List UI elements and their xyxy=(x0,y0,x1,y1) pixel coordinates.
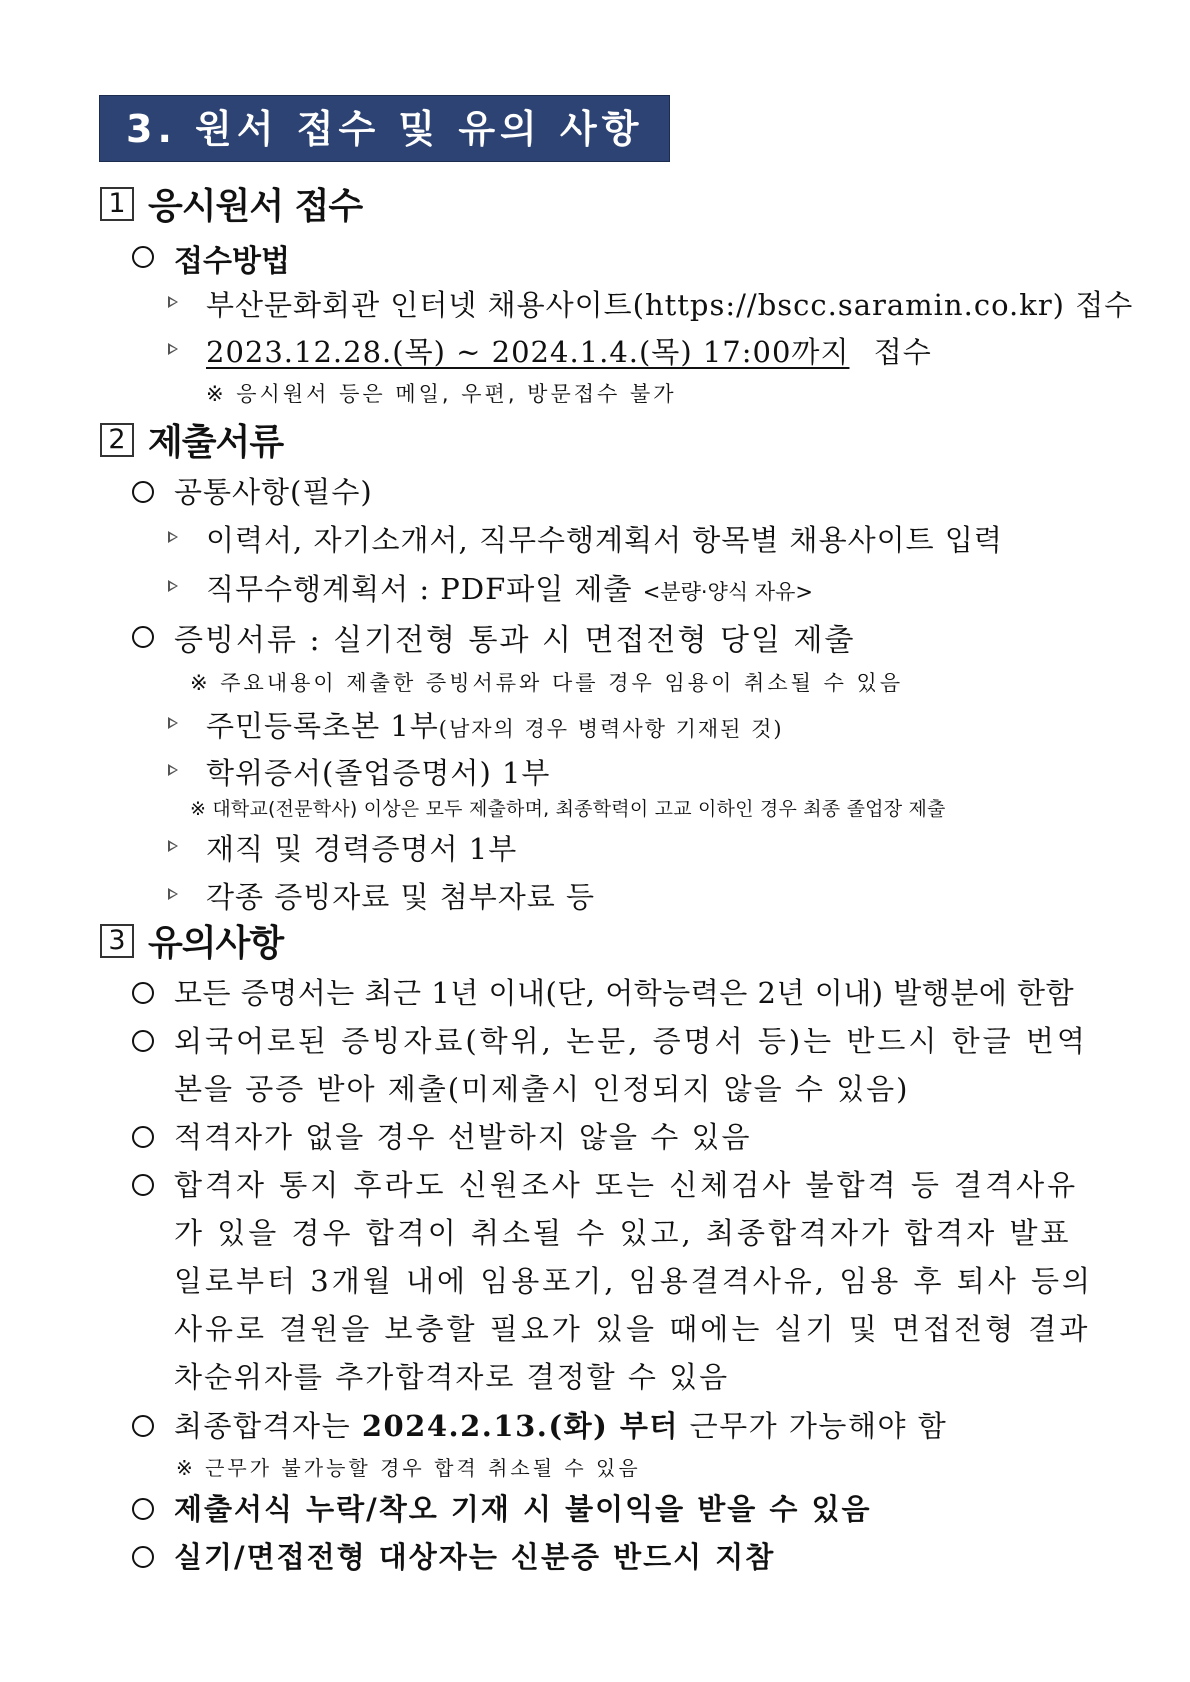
notice-item-4-line-5: 차순위자를 추가합격자로 결정할 수 있음 xyxy=(174,1360,730,1394)
circle-bullet-icon xyxy=(132,1126,154,1148)
circle-bullet-icon xyxy=(132,1546,154,1568)
section-title: 제출서류 xyxy=(148,422,284,463)
start-date: 2024.2.13.(화) 부터 xyxy=(361,1409,679,1443)
triangle-bullet-icon xyxy=(168,764,178,776)
notice-item-4-line-4: 사유로 결원을 보충할 필요가 있을 때에는 실기 및 면접전형 결과 xyxy=(174,1312,1091,1346)
notice-item-7: 실기/면접전형 대상자는 신분증 반드시 지참 xyxy=(174,1540,776,1574)
section-3-heading xyxy=(100,915,284,964)
list-item-site: 부산문화회관 인터넷 채용사이트(https://bscc.saramin.co.kr) 접수 xyxy=(206,288,1134,322)
circle-bullet-icon xyxy=(132,626,154,648)
section-1-heading xyxy=(100,178,363,227)
section-number-box: 3 xyxy=(100,924,134,958)
section-2-heading xyxy=(100,414,284,463)
list-item-period xyxy=(206,330,932,371)
circle-bullet-icon xyxy=(132,1415,154,1437)
plan-note: <분량·양식 자유> xyxy=(642,580,813,604)
triangle-bullet-icon xyxy=(168,840,178,852)
list-item-resident xyxy=(206,704,784,745)
list-item-career: 재직 및 경력증명서 1부 xyxy=(206,832,518,866)
section-title: 유의사항 xyxy=(148,923,284,964)
note-degree: ※ 대학교(전문학사) 이상은 모두 제출하며, 최종학력이 고교 이하인 경우 최종 졸업장 제출 xyxy=(190,798,946,820)
notice-item-4-line-1: 합격자 통지 후라도 신원조사 또는 신체검사 불합격 등 결격사유 xyxy=(174,1168,1079,1202)
notice-item-1: 모든 증명서는 최근 1년 이내(단, 어학능력은 2년 이내) 발행분에 한함 xyxy=(174,976,1075,1010)
circle-bullet-icon xyxy=(132,982,154,1004)
circle-bullet-icon xyxy=(132,246,154,268)
section-number-box: 1 xyxy=(100,187,134,221)
plan-text: 직무수행계획서 : PDF파일 제출 xyxy=(206,572,633,606)
section-number-box: 2 xyxy=(100,423,134,457)
notice-item-3: 적격자가 없을 경우 선발하지 않을 수 있음 xyxy=(174,1120,752,1154)
circle-bullet-icon xyxy=(132,1174,154,1196)
circle-bullet-icon xyxy=(132,1498,154,1520)
note-no-email: ※ 응시원서 등은 메일, 우편, 방문접수 불가 xyxy=(206,382,677,406)
note-start-date: ※ 근무가 불가능할 경우 합격 취소될 수 있음 xyxy=(176,1456,641,1480)
circle-bullet-icon xyxy=(132,481,154,503)
list-item-misc: 각종 증빙자료 및 첨부자료 등 xyxy=(206,880,596,914)
resident-text: 주민등록초본 1부 xyxy=(206,709,439,743)
triangle-bullet-icon xyxy=(168,531,178,543)
notice-item-4-line-3: 일로부터 3개월 내에 임용포기, 임용결격사유, 임용 후 퇴사 등의 xyxy=(174,1264,1093,1298)
subheading-proof: 증빙서류 : 실기전형 통과 시 면접전형 당일 제출 xyxy=(174,623,856,658)
period-suffix: 접수 xyxy=(873,335,932,369)
start-date-pre: 최종합격자는 xyxy=(174,1409,352,1443)
notice-item-5 xyxy=(174,1404,947,1445)
resident-note: (남자의 경우 병력사항 기재된 것) xyxy=(438,717,784,741)
list-item-resume: 이력서, 자기소개서, 직무수행계획서 항목별 채용사이트 입력 xyxy=(206,523,1003,557)
triangle-bullet-icon xyxy=(168,888,178,900)
notice-item-2-line-1: 외국어로된 증빙자료(학위, 논문, 증명서 등)는 반드시 한글 번역 xyxy=(174,1024,1088,1058)
note-proof: ※ 주요내용이 제출한 증빙서류와 다를 경우 임용이 취소될 수 있음 xyxy=(190,671,904,695)
list-item-degree: 학위증서(졸업증명서) 1부 xyxy=(206,756,551,790)
start-date-post: 근무가 가능해야 함 xyxy=(689,1409,948,1443)
triangle-bullet-icon xyxy=(168,717,178,729)
notice-item-2-line-2: 본을 공증 받아 제출(미제출시 인정되지 않을 수 있음) xyxy=(174,1072,910,1106)
list-item-plan xyxy=(206,567,813,608)
triangle-bullet-icon xyxy=(168,343,178,355)
notice-item-6: 제출서식 누락/착오 기재 시 불이익을 받을 수 있음 xyxy=(174,1492,872,1526)
period-dates: 2023.12.28.(목) ~ 2024.1.4.(목) 17:00까지 xyxy=(206,335,850,369)
section-banner: 3. 원서 접수 및 유의 사항 xyxy=(99,95,670,162)
subheading-common: 공통사항(필수) xyxy=(174,475,373,509)
subheading-method: 접수방법 xyxy=(174,244,290,279)
section-title: 응시원서 접수 xyxy=(148,186,363,227)
triangle-bullet-icon xyxy=(168,580,178,592)
triangle-bullet-icon xyxy=(168,296,178,308)
circle-bullet-icon xyxy=(132,1030,154,1052)
notice-item-4-line-2: 가 있을 경우 합격이 취소될 수 있고, 최종합격자가 합격자 발표 xyxy=(174,1216,1072,1250)
